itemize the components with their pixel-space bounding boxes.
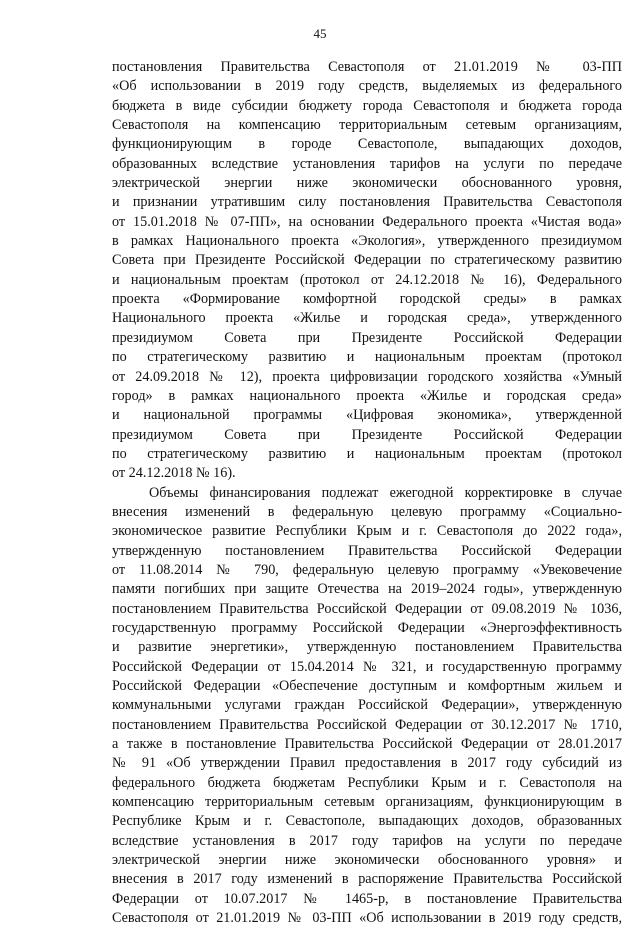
paragraph-2 (112, 484, 622, 928)
text-line: по стратегическому развитию и национальным проектам (протокол (112, 349, 622, 366)
text-line: «Об использовании в 2019 году средств, выделяемых из федерального (112, 78, 622, 95)
text-line: Национального проекта «Жилье и городская среда», утвержденного (112, 310, 622, 327)
text-line: от 24.12.2018 № 16). (112, 465, 236, 482)
text-line: и национальной программы «Цифровая экономика», утвержденной (112, 407, 622, 424)
text-line: постановлением Правительства Российской Федерации от 30.12.2017 № 1710, (112, 716, 622, 733)
text-line: Севастополя от 21.01.2019 № 03-ПП «Об использовании в 2019 году средств, (112, 910, 622, 927)
text-line: президиумом Совета при Президенте Российской Федерации (112, 329, 622, 346)
text-line: экономическое развитие Республики Крым и г. Севастополя до 2022 года», (112, 523, 622, 540)
text-line: по стратегическому развитию и национальным проектам (протокол (112, 445, 622, 462)
text-line: утвержденную постановлением Правительства Российской Федерации (112, 542, 622, 559)
text-line: внесения изменений в федеральную целевую программу «Социально- (112, 503, 622, 520)
text-line: от 24.09.2018 № 12), проекта цифровизации городского хозяйства «Умный (112, 368, 622, 385)
text-line: и национальным проектам (протокол от 24.12.2018 № 16), Федерального (112, 271, 622, 288)
text-line: функционирующим в городе Севастополе, выпадающих доходов, (112, 136, 622, 153)
text-line: Севастополя на компенсацию территориальным сетевым организациям, (112, 117, 622, 134)
text-line: памяти погибших при защите Отечества на 2019–2024 годы», утвержденную (112, 581, 622, 598)
text-line: Совета при Президенте Российской Федерации по стратегическому развитию (112, 252, 622, 269)
text-line: коммунальными услугами граждан Российской Федерации», утвержденную (112, 697, 622, 714)
text-line: Российской Федерации «Обеспечение доступным и комфортным жильем и (112, 678, 622, 694)
text-line: вследствие установления в 2017 году тарифов на услуги по передаче (112, 832, 622, 849)
text-line: внесения в 2017 году изменений в распоряжение Правительства Российской (112, 871, 622, 888)
text-line: а также в постановление Правительства Российской Федерации от 28.01.2017 (112, 736, 622, 753)
text-line: Объемы финансирования подлежат ежегодной корректировке в случае (149, 484, 622, 501)
text-line: и признании утратившим силу постановления Правительства Севастополя (112, 194, 622, 211)
text-line: Республике Крым и г. Севастополе, выпадающих доходов, образованных (112, 813, 622, 830)
text-line: бюджета в виде субсидии бюджету города Севастополя и бюджета города (112, 97, 622, 114)
page-number: 45 (313, 26, 327, 41)
text-line: компенсацию территориальным сетевым организациям, функционирующим в (112, 794, 622, 811)
text-line: Федерации от 10.07.2017 № 1465-р, в постановление Правительства (112, 890, 622, 907)
text-line: электрической энергии ниже экономически обоснованного уровня, (112, 175, 622, 192)
text-line: от 11.08.2014 № 790, федеральную целевую программу «Увековечение (112, 561, 622, 578)
text-line: № 91 «Об утверждении Правил предоставления в 2017 году субсидий из (112, 755, 622, 772)
text-line: и развитие энергетики», утвержденную постановлением Правительства (112, 639, 622, 656)
text-line: электрической энергии ниже экономически обоснованного уровня» и (112, 852, 622, 869)
document-body (112, 58, 622, 928)
text-line: государственную программу Российской Федерации «Энергоэффективность (112, 619, 622, 636)
text-line: постановлением Правительства Российской Федерации от 09.08.2019 № 1036, (112, 600, 622, 617)
text-line: президиумом Совета при Президенте Российской Федерации (112, 426, 622, 443)
text-line: федерального бюджета бюджетам Республики Крым и г. Севастополя на (112, 774, 622, 791)
text-line: постановления Правительства Севастополя от 21.01.2019 № 03-ПП (112, 59, 622, 75)
text-line: в рамках Национального проекта «Экология», утвержденного президиумом (112, 233, 622, 250)
text-line: город» в рамках национального проекта «Жилье и городская среда» (112, 387, 622, 404)
text-line: Российской Федерации от 15.04.2014 № 321, и государственную программу (112, 658, 622, 675)
text-line: образованных вследствие установления тарифов на услуги по передаче (112, 155, 622, 172)
text-line: от 15.01.2018 № 07-ПП», на основании Федерального проекта «Чистая вода» (112, 213, 622, 230)
text-line: проекта «Формирование комфортной городской среды» в рамках (112, 291, 622, 308)
paragraph-1 (112, 58, 622, 484)
